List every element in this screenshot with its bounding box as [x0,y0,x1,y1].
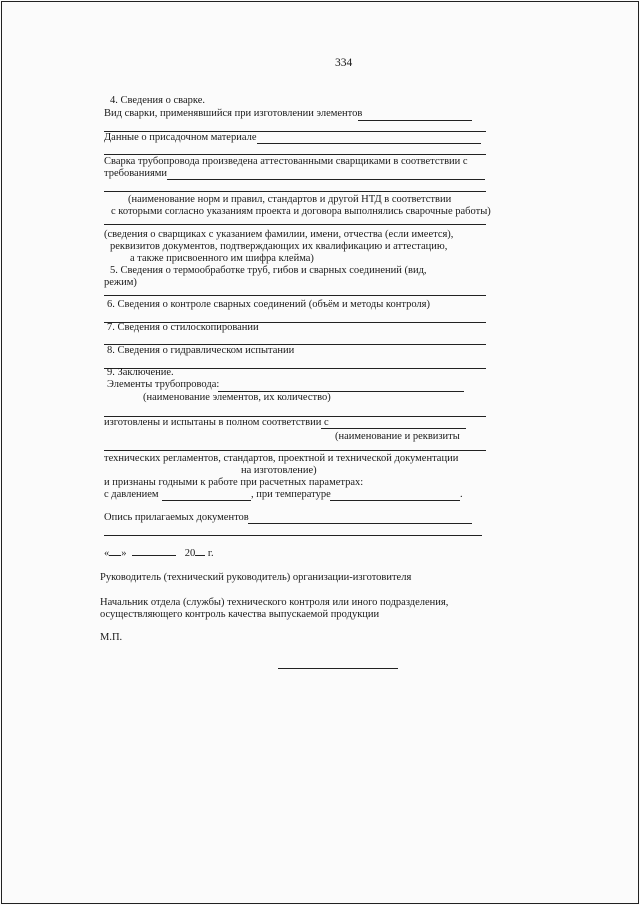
heat-treatment-field[interactable] [104,295,486,296]
date-year-prefix: 20 [184,548,196,559]
section-4-heading: 4. Сведения о сварке. [110,95,206,106]
regulations-note-3: на изготовление) [241,465,317,476]
ntd-note-2: с которыми согласно указаниям проекта и договора выполнялись сварочные работы) [111,206,491,217]
stamp-label: М.П. [100,632,123,643]
welders-info-field[interactable] [104,224,486,225]
head-title: Руководитель (технический руководитель) организации-изготовителя [100,572,412,583]
welders-text-2: требованиями [104,168,168,179]
inventory-field-line[interactable] [104,535,482,536]
regulations-note-1: (наименование и реквизиты [335,431,460,442]
section-9-heading: 9. Заключение. [107,367,174,378]
date-day-field[interactable] [109,546,121,556]
ntd-note-1: (наименование норм и правил, стандартов и другой НТД в соответствии [128,194,452,205]
date-year-field[interactable] [195,546,205,556]
temperature-end-dot: . [460,489,463,500]
date-close-quote: » [121,548,127,559]
regulations-field-line[interactable] [104,450,486,451]
welders-info-note-3: а также присвоенного им шифра клейма) [130,253,314,264]
date-open-quote: « [104,548,110,559]
date-month-field[interactable] [132,546,176,556]
requirements-field[interactable] [167,179,485,180]
welders-info-note-2: реквизитов документов, подтверждающих их квалификацию и аттестацию, [110,241,448,252]
filler-label: Данные о присадочном материале [104,132,257,143]
date-line [104,546,214,560]
section-8: 8. Сведения о гидравлическом испытании [107,345,295,356]
welding-type-field[interactable] [358,120,472,121]
pressure-label: с давлением [104,489,159,500]
inventory-field[interactable] [248,523,472,524]
temperature-label: , при температуре [251,489,331,500]
qc-title-1: Начальник отдела (службы) технического контроля или иного подразделения, [100,597,449,608]
welders-info-note-1: (сведения о сварщиках с указанием фамилии, имени, отчества (если имеется), [104,229,454,240]
pressure-field[interactable] [162,500,251,501]
page-number: 334 [335,57,353,69]
elements-label: Элементы трубопровода: [107,379,220,390]
temperature-field[interactable] [330,500,460,501]
made-label: изготовлены и испытаны в полном соответствии с [104,417,329,428]
requirements-field-line[interactable] [104,191,486,192]
inventory-label: Опись прилагаемых документов [104,512,249,523]
date-suffix: г. [207,548,214,559]
welding-type-label: Вид сварки, применявшийся при изготовлении элементов [104,108,363,119]
section-6: 6. Сведения о контроле сварных соединений (объём и методы контроля) [107,299,430,310]
fit-text: и признаны годными к работе при расчетных параметрах: [104,477,364,488]
regulations-note-2: технических регламентов, стандартов, проектной и технической документации [104,453,459,464]
section-5-line-1: 5. Сведения о термообработке труб, гибов и сварных соединений (вид, [110,265,427,276]
qc-title-2: осуществляющего контроль качества выпускаемой продукции [100,609,380,620]
section-7: 7. Сведения о стилоскопировании [107,322,259,333]
regulations-field[interactable] [321,428,466,429]
signature-line[interactable] [278,668,398,669]
section-5-line-2: режим) [104,277,137,288]
welders-text-1: Сварка трубопровода произведена аттестованными сварщиками в соответствии с [104,156,468,167]
filler-field-line[interactable] [104,154,486,155]
elements-note: (наименование элементов, их количество) [143,392,331,403]
filler-field[interactable] [257,143,481,144]
